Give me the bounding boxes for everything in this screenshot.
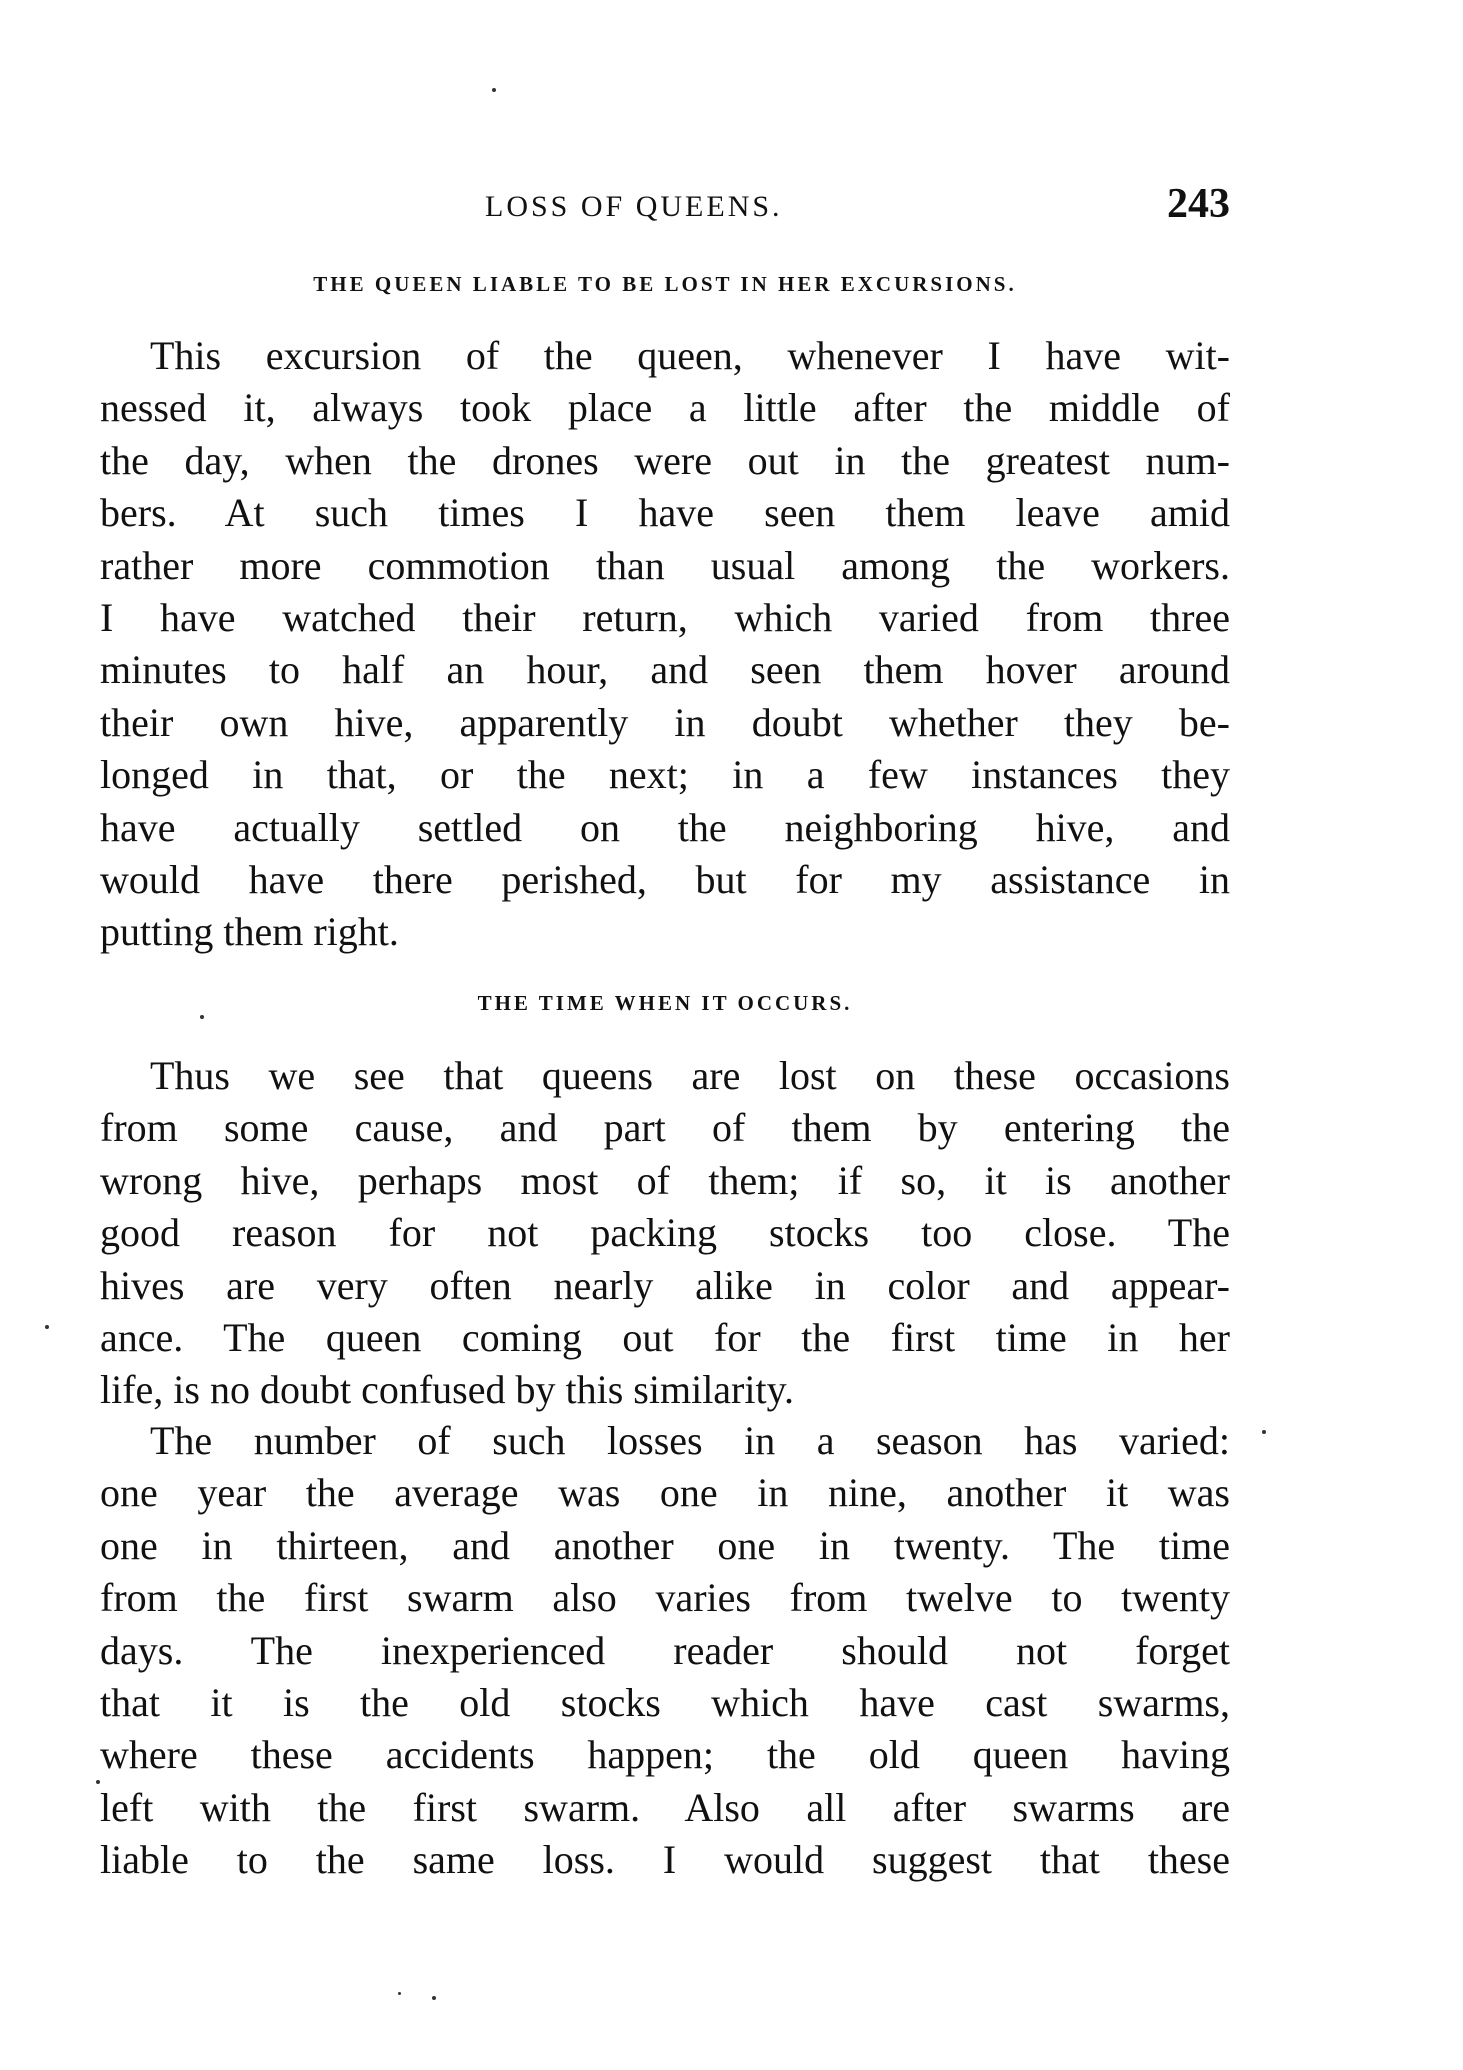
text-line: ance. The queen coming out for the first time in her bbox=[100, 1314, 1230, 1360]
running-head bbox=[100, 180, 1230, 240]
paragraph-excursion bbox=[100, 330, 1230, 959]
text-line: bers. At such times I have seen them leave amid bbox=[100, 490, 1230, 536]
text-line: The number of such losses in a season has varied: bbox=[150, 1418, 1230, 1463]
text-line: where these accidents happen; the old queen having bbox=[100, 1732, 1230, 1778]
ink-speck bbox=[432, 1996, 436, 2000]
paragraph-losses-per-season bbox=[100, 1415, 1230, 1887]
text-line: from some cause, and part of them by entering the bbox=[100, 1105, 1230, 1151]
text-line: the day, when the drones were out in the greatest num- bbox=[100, 437, 1230, 483]
ink-speck bbox=[200, 1015, 204, 1019]
text-line: I have watched their return, which varied from three bbox=[100, 594, 1230, 640]
text-line: rather more commotion than usual among the workers. bbox=[100, 542, 1230, 588]
text-line: minutes to half an hour, and seen them hover around bbox=[100, 647, 1230, 693]
text-line: liable to the same loss. I would suggest that these bbox=[100, 1837, 1230, 1883]
paragraph-lost-queens bbox=[100, 1050, 1230, 1417]
section-heading-time: THE TIME WHEN IT OCCURS. bbox=[477, 991, 853, 1015]
text-line: putting them right. bbox=[100, 909, 399, 955]
text-line: from the first swarm also varies from twelve to twenty bbox=[100, 1575, 1230, 1621]
ink-speck bbox=[1262, 1430, 1266, 1434]
text-line: wrong hive, perhaps most of them; if so, it is another bbox=[100, 1157, 1230, 1203]
section-heading-excursions: THE QUEEN LIABLE TO BE LOST IN HER EXCURSIONS. bbox=[313, 272, 1017, 296]
text-line: left with the first swarm. Also all after swarms are bbox=[100, 1784, 1230, 1830]
text-line: that it is the old stocks which have cast swarms, bbox=[100, 1679, 1230, 1725]
text-line: This excursion of the queen, whenever I have wit- bbox=[150, 333, 1230, 378]
text-line: life, is no doubt confused by this similarity. bbox=[100, 1367, 795, 1413]
text-line: their own hive, apparently in doubt whether they be- bbox=[100, 699, 1230, 745]
ink-speck bbox=[492, 88, 496, 92]
text-line: one year the average was one in nine, another it was bbox=[100, 1470, 1230, 1516]
page-number: 243 bbox=[1167, 181, 1230, 227]
text-line: nessed it, always took place a little after the middle of bbox=[100, 385, 1230, 431]
ink-speck bbox=[45, 1325, 49, 1329]
text-line: Thus we see that queens are lost on these occasions bbox=[150, 1053, 1230, 1098]
ink-speck bbox=[96, 1780, 100, 1784]
text-line: good reason for not packing stocks too close. The bbox=[100, 1210, 1230, 1256]
text-line: days. The inexperienced reader should not forget bbox=[100, 1627, 1230, 1673]
running-title: LOSS OF QUEENS. bbox=[485, 190, 783, 223]
text-line: hives are very often nearly alike in color and appear- bbox=[100, 1262, 1230, 1308]
text-line: longed in that, or the next; in a few instances they bbox=[100, 752, 1230, 798]
text-line: have actually settled on the neighboring hive, and bbox=[100, 804, 1230, 850]
text-line: one in thirteen, and another one in twenty. The time bbox=[100, 1522, 1230, 1568]
ink-speck bbox=[398, 1992, 401, 1995]
text-line: would have there perished, but for my assistance in bbox=[100, 856, 1230, 902]
